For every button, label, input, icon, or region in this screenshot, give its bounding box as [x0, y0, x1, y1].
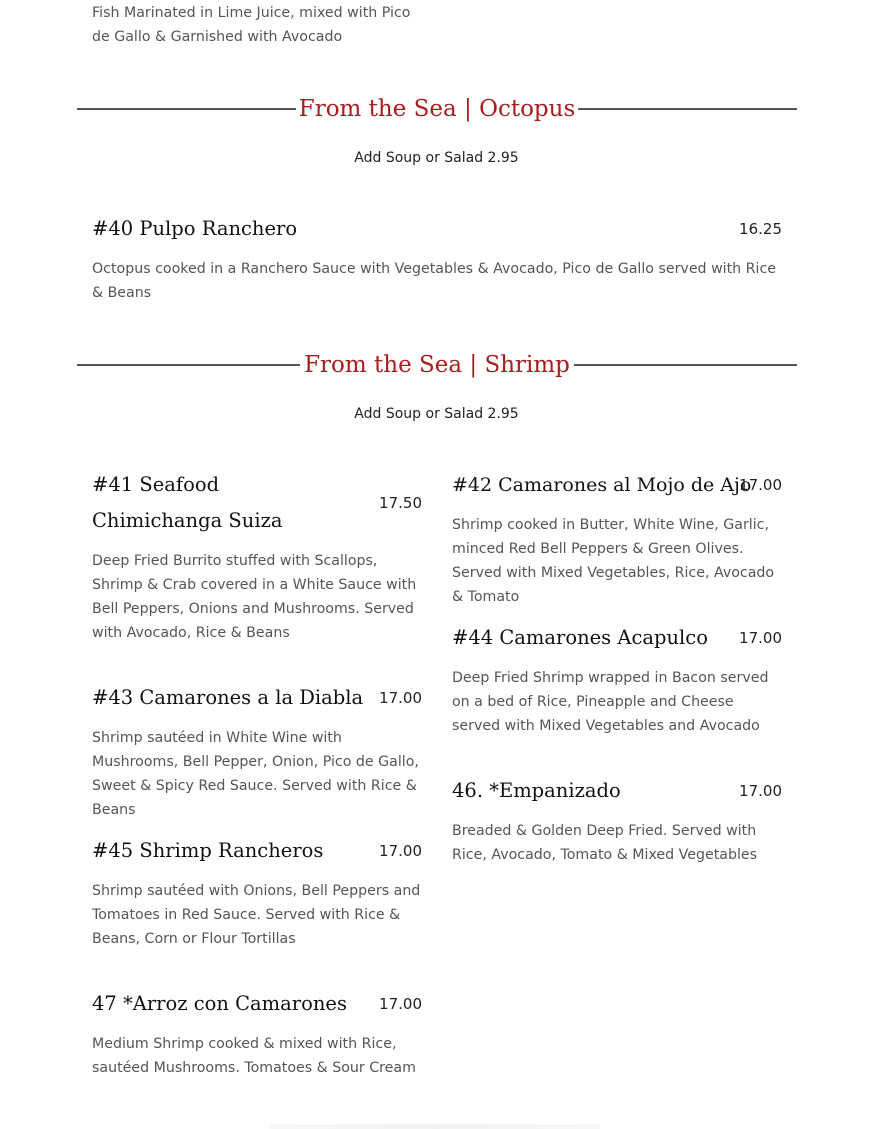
menu-item-42	[452, 467, 782, 609]
item-name: #40 Pulpo Ranchero	[92, 217, 298, 240]
menu-item-40	[92, 211, 782, 305]
item-name: #45 Shrimp Rancheros	[92, 839, 324, 862]
menu-item-44	[452, 620, 782, 738]
item-description: Octopus cooked in a Ranchero Sauce with Vegetables & Avocado, Pico de Gallo served with Rice & Beans	[92, 261, 777, 301]
item-name: #42 Camarones al Mojo de Ajo	[452, 474, 752, 496]
item-name: 47 *Arroz con Camarones	[92, 992, 347, 1015]
item-description: Deep Fried Shrimp wrapped in Bacon served on a bed of Rice, Pineapple and Cheese served with Mixed Vegetables and Avocado	[452, 670, 769, 734]
item-price: 17.00	[739, 476, 782, 494]
item-price: 17.00	[379, 995, 422, 1013]
section-title: From the Sea | Octopus	[298, 96, 576, 122]
item-description: Shrimp sautéed with Onions, Bell Peppers and Tomatoes in Red Sauce. Served with Rice & Beans, Corn or Flour Tortillas	[92, 883, 421, 947]
item-price: 17.00	[379, 689, 422, 707]
item-name: #43 Camarones a la Diabla	[92, 686, 364, 709]
next-section-edge	[270, 1124, 600, 1129]
menu-item-41	[92, 467, 422, 645]
item-price: 17.00	[739, 782, 782, 800]
section-header-shrimp	[77, 348, 797, 382]
section-header-octopus	[77, 92, 797, 126]
item-name: #41 Seafood Chimichanga Suiza	[92, 473, 283, 532]
item-description: Shrimp cooked in Butter, White Wine, Garlic, minced Red Bell Peppers & Green Olives. Served with Mixed Vegetables, Rice, Avocado & Tomato	[452, 517, 775, 605]
addon-note: Add Soup or Salad 2.95	[354, 150, 519, 166]
menu-item-47	[92, 986, 422, 1080]
item-description: Shrimp sautéed in White Wine with Mushrooms, Bell Pepper, Onion, Pico de Gallo, Sweet & Spicy Red Sauce. Served with Rice & Beans	[92, 730, 419, 818]
item-name: 46. *Empanizado	[452, 779, 621, 802]
section-title: From the Sea | Shrimp	[304, 352, 570, 378]
item-description: Deep Fried Burrito stuffed with Scallops, Shrimp & Crab covered in a White Sauce with Bell Peppers, Onions and Mushrooms. Served with Avocado, Rice & Beans	[92, 553, 417, 641]
item-description: Breaded & Golden Deep Fried. Served with Rice, Avocado, Tomato & Mixed Vegetables	[452, 823, 758, 863]
addon-note: Add Soup or Salad 2.95	[354, 406, 519, 422]
menu-item-46	[452, 773, 782, 867]
item-price: 16.25	[739, 220, 782, 238]
item-description: Medium Shrimp cooked & mixed with Rice, sautéed Mushrooms. Tomatoes & Sour Cream	[92, 1036, 416, 1076]
menu-item-45	[92, 833, 422, 951]
item-price: 17.00	[739, 629, 782, 647]
ceviche-description: Fish Marinated in Lime Juice, mixed with Pico de Gallo & Garnished with Avocado	[92, 5, 411, 45]
item-name: #44 Camarones Acapulco	[452, 626, 708, 649]
item-price: 17.50	[379, 494, 422, 512]
item-price: 17.00	[379, 842, 422, 860]
menu-item-43	[92, 680, 422, 822]
